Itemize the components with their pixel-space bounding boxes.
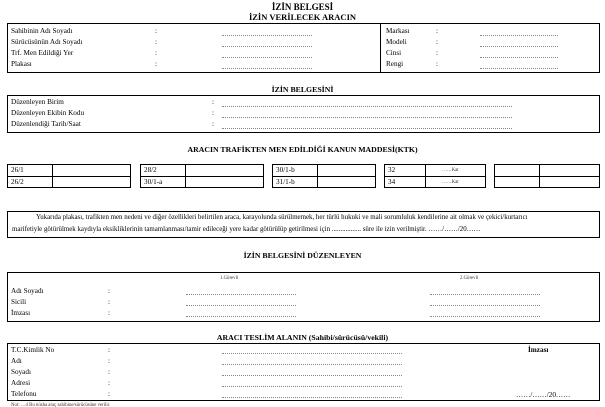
ktk-box-5 [494, 164, 600, 188]
receiver-phone-colon: : [108, 390, 110, 398]
ktk-26-2: 26/2 [11, 178, 24, 186]
plate-colon: : [155, 60, 157, 68]
ktk-30-1-a: 30/1-a [144, 178, 163, 186]
officer-1-signature-field[interactable] [186, 316, 296, 317]
brand-label: Markası [386, 27, 410, 35]
officer-1-registry-field[interactable] [186, 305, 296, 306]
issuer-unit-colon: : [212, 98, 214, 106]
vehicle-section [7, 23, 600, 73]
officer-1-label: 1.Görevli [220, 276, 239, 281]
model-label: Modeli [386, 38, 407, 46]
preparer-registry-label: Sicili [11, 298, 27, 306]
model-colon: : [436, 38, 438, 46]
officer-2-name-field[interactable] [430, 294, 540, 295]
ktk-title: ARACIN TRAFİKTEN MEN EDİLDİĞİ KANUN MADDESİ(KTK) [187, 145, 418, 154]
receiver-id-colon: : [108, 346, 110, 354]
ktk-34: 34 [388, 178, 396, 186]
preparer-signature-label: İmzası [11, 309, 31, 317]
ktk-28-2: 28/2 [144, 166, 157, 174]
owner-name-colon: : [155, 27, 157, 35]
plate-label: Plakası [11, 60, 32, 68]
ktk-34-floor: ……Kat [442, 180, 459, 185]
issuer-unit-field[interactable] [222, 106, 512, 107]
receiver-address-field[interactable] [222, 386, 402, 387]
officer-2-label: 2.Görevli [460, 276, 479, 281]
receiver-surname-label: Soyadı [11, 368, 31, 376]
ktk-32: 32 [388, 166, 396, 174]
ktk-30-1-b: 30/1-b [276, 166, 295, 174]
page-title: İZİN BELGESİ [271, 2, 334, 12]
driver-name-field[interactable] [222, 46, 312, 47]
driver-name-colon: : [155, 38, 157, 46]
receiver-title: ARACI TESLİM ALANIN (Sahibi/sürücüsü/vekili) [216, 333, 389, 342]
owner-name-label: Sahibinin Adı Soyadı [11, 27, 73, 35]
footnote: Not: …4 Bu nüsha araç sahibine/sürücüsüne verilir. [11, 403, 111, 407]
receiver-firstname-field[interactable] [222, 364, 402, 365]
receiver-phone-field[interactable] [222, 397, 402, 398]
brand-colon: : [436, 27, 438, 35]
ktk-31-1-b: 31/1-b [276, 178, 295, 186]
receiver-date: ……/……/20…… [516, 391, 571, 399]
receiver-id-label: T.C.Kimlik No [11, 346, 55, 354]
brand-field[interactable] [480, 35, 558, 36]
plate-field[interactable] [222, 68, 312, 69]
receiver-id-field[interactable] [222, 353, 402, 354]
statement-line-2: marifetiyle götürülmek kaydıyla eksikliklerinin tamamlanması/tamir edileceği yere kadar götürülüp getirilmesi için ................. süre ile izin verilmiştir. ……/……/20…… [12, 226, 481, 233]
receiver-address-colon: : [108, 379, 110, 387]
receiver-firstname-label: Adı [11, 357, 22, 365]
officer-2-registry-field[interactable] [430, 305, 540, 306]
receiver-address-label: Adresi [11, 379, 31, 387]
model-field[interactable] [480, 46, 558, 47]
receiver-signature-label: İmzası [528, 346, 549, 354]
page-subtitle: İZİN VERİLECEK ARACIN [248, 12, 357, 22]
preparer-signature-colon: : [108, 309, 110, 317]
receiver-section [7, 343, 600, 401]
receiver-phone-label: Telefonu [11, 390, 37, 398]
issue-date-colon: : [212, 120, 214, 128]
ktk-box-4 [384, 164, 486, 188]
preparer-registry-colon: : [108, 298, 110, 306]
issuer-title: İZİN BELGESİNİ [271, 85, 334, 94]
driver-name-label: Sürücüsünün Adı Soyadı [11, 38, 83, 46]
officer-2-signature-field[interactable] [430, 316, 540, 317]
preparer-name-label: Adı Soyadı [11, 287, 44, 295]
type-colon: : [436, 49, 438, 57]
color-label: Rengi [386, 60, 404, 68]
issuer-team-code-label: Düzenleyen Ekibin Kodu [11, 109, 85, 117]
receiver-firstname-colon: : [108, 357, 110, 365]
issuer-unit-label: Düzenleyen Birim [11, 98, 64, 106]
impound-place-colon: : [155, 49, 157, 57]
owner-name-field[interactable] [222, 35, 312, 36]
issue-date-label: Düzenlendiği Tarih/Saat [11, 120, 81, 128]
ktk-26-1: 26/1 [11, 166, 24, 174]
type-field[interactable] [480, 57, 558, 58]
preparer-name-colon: : [108, 287, 110, 295]
preparers-title: İZİN BELGESİNİ DÜZENLEYEN [243, 251, 362, 260]
statement-line-1: Yukarıda plakası, trafikten men nedeni ve diğer özellikleri belirtilen araca, karayolunda sürülmemek, her türlü hukuki ve mali sorumluluk kendilerine ait olmak ve çekici/kurtarıcı [36, 214, 528, 221]
issuer-team-code-field[interactable] [222, 117, 512, 118]
color-colon: : [436, 60, 438, 68]
preparers-section [7, 272, 600, 322]
issuer-team-code-colon: : [212, 109, 214, 117]
ktk-box-1 [7, 164, 131, 188]
color-field[interactable] [480, 68, 558, 69]
receiver-surname-colon: : [108, 368, 110, 376]
type-label: Cinsi [386, 49, 402, 57]
impound-place-field[interactable] [222, 57, 312, 58]
issue-date-field[interactable] [222, 128, 512, 129]
receiver-surname-field[interactable] [222, 375, 402, 376]
officer-1-name-field[interactable] [186, 294, 296, 295]
impound-place-label: Trf. Men Edildiği Yer [11, 49, 74, 57]
ktk-32-floor: ……Kat [442, 168, 459, 173]
